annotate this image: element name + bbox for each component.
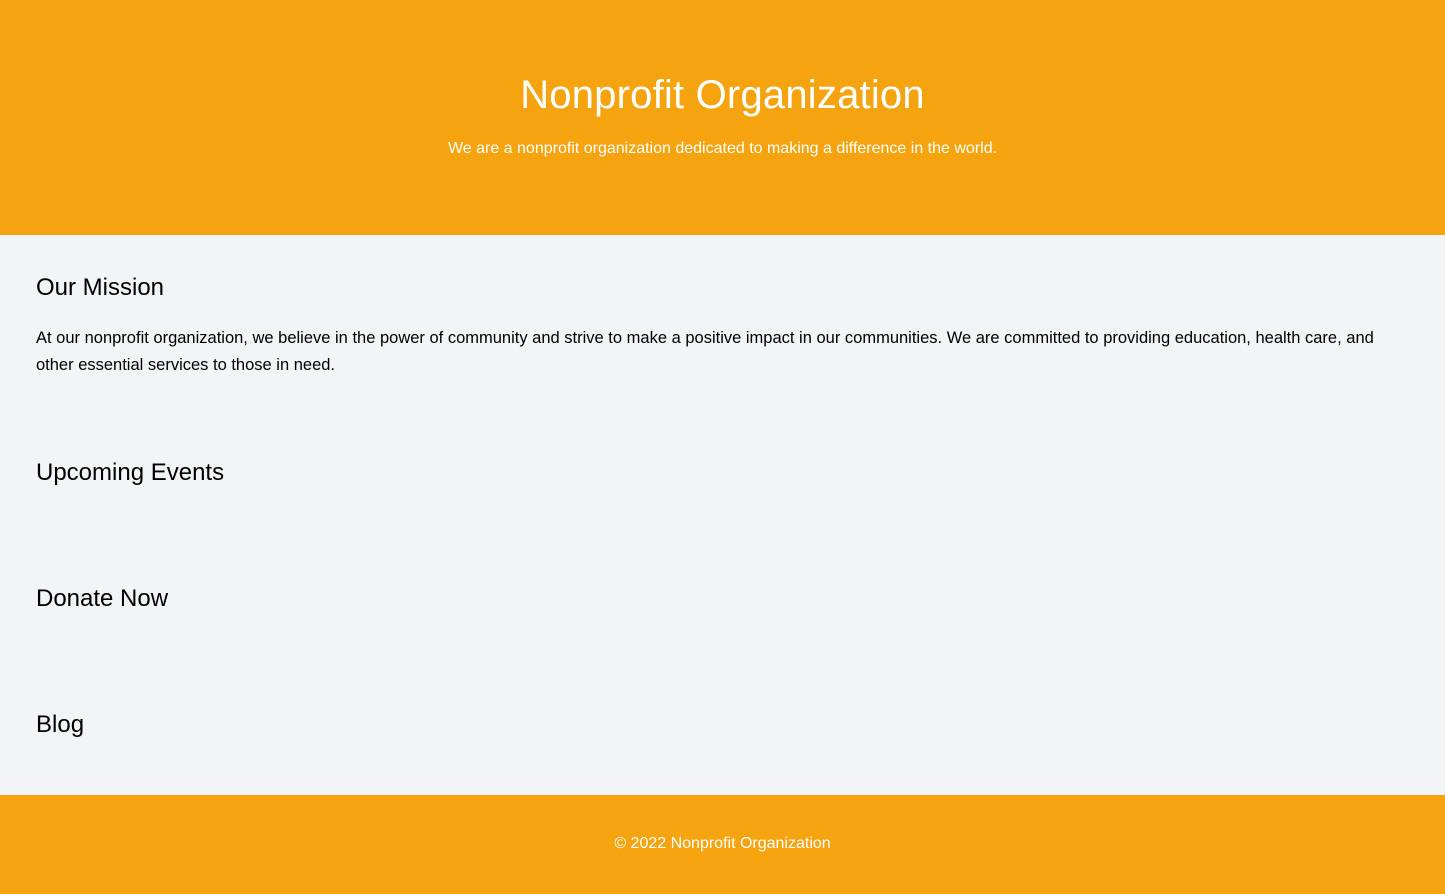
copyright-text: © 2022 Nonprofit Organization xyxy=(614,835,831,852)
site-tagline: We are a nonprofit organization dedicated to making a difference in the world. xyxy=(447,140,998,157)
site-title: Nonprofit Organization xyxy=(520,73,925,117)
blog-section xyxy=(36,709,1409,741)
donate-heading: Donate Now xyxy=(36,585,169,612)
site-header xyxy=(0,0,1445,235)
main-content xyxy=(0,235,1445,741)
mission-heading: Our Mission xyxy=(36,274,165,301)
blog-heading: Blog xyxy=(36,711,85,738)
site-footer xyxy=(0,795,1445,894)
donate-section xyxy=(36,583,1409,615)
mission-section xyxy=(36,235,1409,379)
events-section xyxy=(36,457,1409,489)
mission-text: At our nonprofit organization, we believe in the power of community and strive to make a positive impact in our communities. We are committed to providing education, health care, and other essential services to those in need. xyxy=(36,329,1374,374)
events-heading: Upcoming Events xyxy=(36,459,225,486)
